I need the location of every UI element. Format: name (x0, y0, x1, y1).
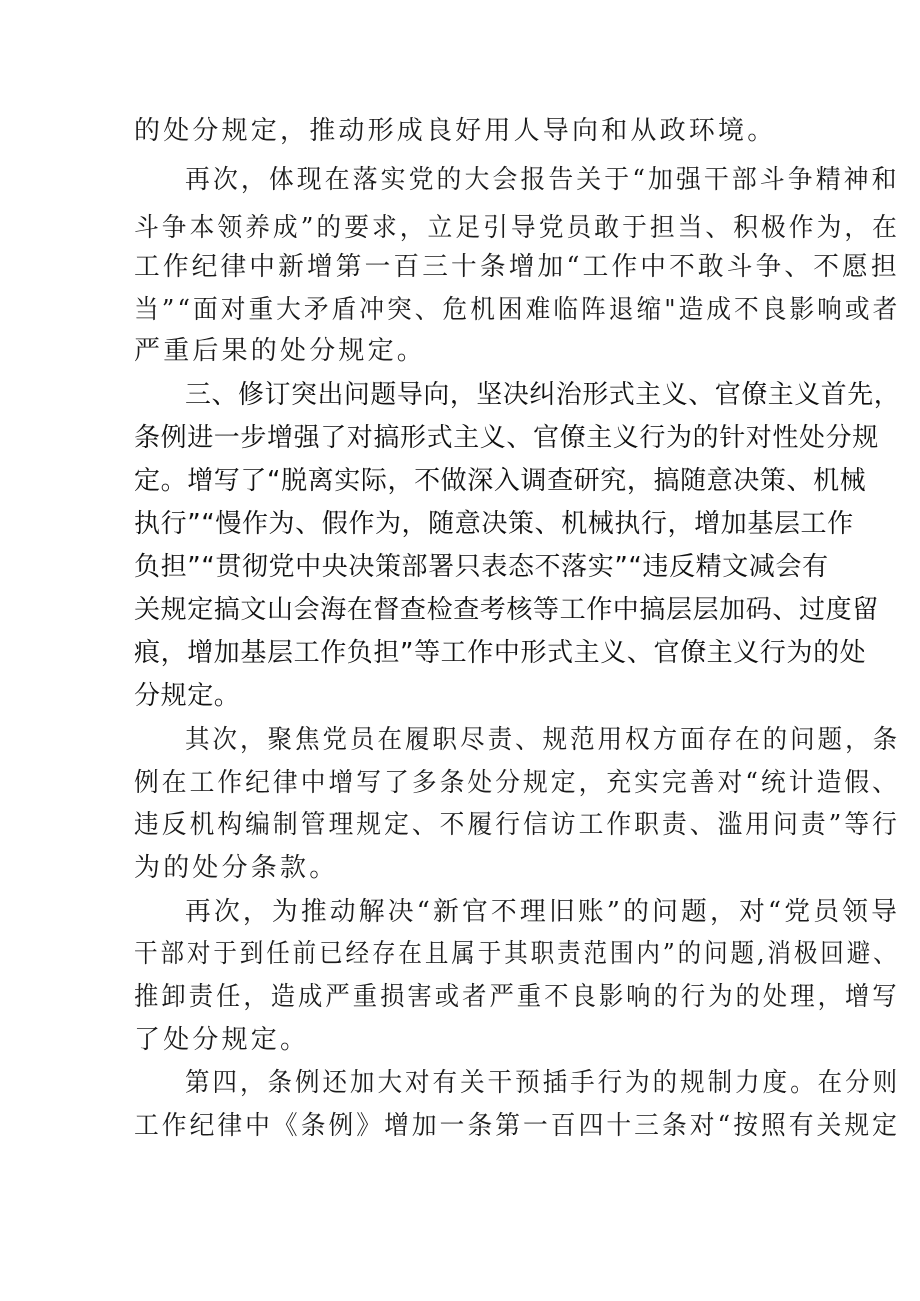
text-line: 当”“面对重大矛盾冲突、危机困难临阵退缩"造成不良影响或者 (134, 295, 901, 325)
text-line: 分规定。 (134, 681, 241, 711)
text-line: 严重后果的处分规定。 (134, 336, 427, 366)
text-line: 工作纪律中《条例》增加一条第一百四十三条对“按照有关规定 (134, 1111, 900, 1141)
text-line: 第四，条例还加大对有关干预插手行为的规制力度。在分则 (185, 1068, 901, 1098)
text-line: 干部对于到任前已经存在且属于其职责范围内”的问题,消极回避、 (134, 939, 900, 969)
text-line: 条例进一步增强了对搞形式主义、官僚主义行为的针对性处分规 (134, 423, 879, 453)
text-line: 定。增写了“脱离实际，不做深入调查研究，搞随意决策、机械 (134, 466, 867, 496)
text-line: 执行”“慢作为、假作为，随意决策、机械执行，增加基层工作 (134, 509, 854, 539)
text-line: 工作纪律中新增第一百三十条增加“工作中不敢斗争、不愿担 (134, 252, 900, 282)
text-line: 斗争本领养成”的要求，立足引导党员敢于担当、积极作为，在 (134, 213, 900, 243)
text-line: 的处分规定，推动形成良好用人导向和从政环境。 (134, 116, 777, 146)
text-line: 了处分规定。 (134, 1025, 310, 1055)
text-line: 推卸责任，造成严重损害或者严重不良影响的行为的处理，增写 (134, 982, 900, 1012)
text-line: 痕，增加基层工作负担”等工作中形式主义、官僚主义行为的处 (134, 638, 867, 668)
text-line: 再次，为推动解决“新官不理旧账”的问题，对“党员领导 (185, 897, 901, 927)
text-line: 例在工作纪律中增写了多条处分规定，充实完善对“统计造假、 (134, 768, 900, 798)
text-line: 关规定搞文山会海在督查检查考核等工作中搞层层加码、过度留 (134, 595, 879, 625)
text-line: 负担”“贯彻党中央决策部署只表态不落实”“违反精文减会有 (134, 552, 829, 582)
text-line: 再次，体现在落实党的大会报告关于“加强干部斗争精神和 (185, 165, 900, 195)
text-line: 违反机构编制管理规定、不履行信访工作职责、滥用问责”等行 (134, 810, 900, 840)
text-line: 其次，聚焦党员在履职尽责、规范用权方面存在的问题，条 (185, 725, 901, 755)
text-line: 三、修订突出问题导向，坚决纠治形式主义、官僚主义首先， (185, 380, 901, 410)
text-line: 为的处分条款。 (134, 853, 339, 883)
